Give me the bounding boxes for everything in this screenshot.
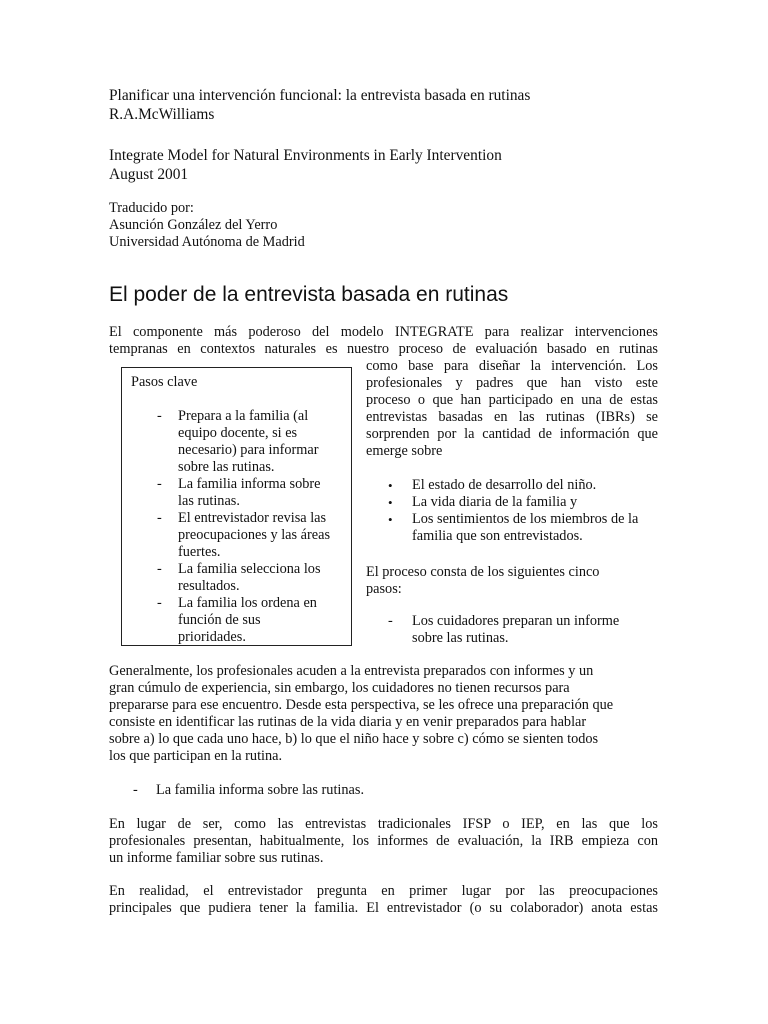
right-column-line: proceso o que han participado en una de estas [366,392,658,408]
key-steps-title: Pasos clave [131,374,198,390]
paragraph-preparation [109,663,658,765]
dash-marker: - [388,613,393,629]
paragraph-line: En lugar de ser, como las entrevistas tradicionales IFSP o IEP, en las que los [109,816,658,832]
dash-marker: - [133,782,138,798]
bullet-text: El estado de desarrollo del niño. [412,477,597,493]
section-heading: El poder de la entrevista basada en rutinas [109,283,509,306]
paragraph-line: profesionales presentan, habitualmente, los informes de evaluación, la IRB empieza con [109,833,658,849]
step-1-line: sobre las rutinas. [412,630,509,646]
bullet-marker: • [388,495,393,510]
key-step-text: fuertes. [178,544,221,560]
dash-marker: - [157,510,162,526]
paragraph-line: prepararse para ese encuentro. Desde esta perspectiva, se les ofrece una preparación que [109,697,614,713]
intro-paragraph [109,324,658,358]
key-step-text: función de sus [178,612,261,628]
key-step-text: preocupaciones y las áreas [178,527,331,543]
key-steps-list [122,408,358,646]
right-column-line: profesionales y padres que han visto este [366,375,658,391]
paragraph-line: consiste en identificar las rutinas de la vida diaria y en venir preparados para hablar [109,714,587,730]
dash-marker: - [157,595,162,611]
bullet-text: La vida diaria de la familia y [412,494,578,510]
right-column-line: sorprenden por la cantidad de información que [366,426,658,442]
paragraph-line: sobre a) lo que cada uno hace, b) lo que el niño hace y sobre c) cómo se sienten todos [109,731,599,747]
bullet-list [366,477,666,545]
translator-institution: Universidad Autónoma de Madrid [109,234,305,250]
right-column-paragraph [366,358,658,460]
document-title: Planificar una intervención funcional: la entrevista basada en rutinas [109,87,531,104]
key-step-item [122,595,358,646]
step-1 [412,613,672,647]
key-step-item [122,510,358,561]
key-step-text: sobre las rutinas. [178,459,275,475]
dash-marker: - [157,561,162,577]
paragraph-line: gran cúmulo de experiencia, sin embargo, los cuidadores no tienen recursos para [109,680,570,696]
translator-name: Asunción González del Yerro [109,217,278,233]
key-step-item [122,476,358,510]
key-step-text: La familia selecciona los [178,561,321,577]
paragraph-line: En realidad, el entrevistador pregunta en primer lugar por las preocupaciones [109,883,658,899]
translated-by-label: Traducido por: [109,200,194,216]
paragraph-line: principales que pudiera tener la familia. El entrevistador (o su colaborador) anota estas [109,900,658,916]
bullet-text: familia que son entrevistados. [412,528,583,544]
dash-marker: - [157,408,162,424]
right-column-line: entrevistas basadas en las rutinas (IBRs) se [366,409,658,425]
key-step-text: resultados. [178,578,240,594]
document-author: R.A.McWilliams [109,106,215,123]
paragraph-line: los que participan en la rutina. [109,748,283,764]
key-step-text: La familia los ordena en [178,595,317,611]
step-1-line: Los cuidadores preparan un informe [412,613,620,629]
bullet-marker: • [388,512,393,527]
key-step-text: las rutinas. [178,493,240,509]
paragraph-concerns [109,883,658,917]
bullet-text: Los sentimientos de los miembros de la [412,511,639,527]
key-step-text: necesario) para informar [178,442,319,458]
dash-marker: - [157,476,162,492]
key-step-text: prioridades. [178,629,246,645]
paragraph-line: un informe familiar sobre sus rutinas. [109,850,324,866]
process-line: El proceso consta de los siguientes cinco [366,564,600,580]
bullet-marker: • [388,478,393,493]
paragraph-ibr [109,816,658,867]
key-step-text: El entrevistador revisa las [178,510,327,526]
key-step-text: Prepara a la familia (al [178,408,309,424]
source-title: Integrate Model for Natural Environments in Early Intervention [109,147,502,164]
bullet-item [366,494,666,511]
right-column-line: emerge sobre [366,443,443,459]
process-intro [366,564,658,598]
key-step-text: equipo docente, si es [178,425,298,441]
intro-line-1: El componente más poderoso del modelo INTEGRATE para realizar intervenciones [109,324,658,340]
intro-line-2: tempranas en contextos naturales es nuestro proceso de evaluación basado en rutinas [109,341,658,357]
right-column-line: como base para diseñar la intervención. Los [366,358,658,374]
source-date: August 2001 [109,166,189,183]
bullet-item [366,511,666,545]
key-steps-box [121,367,352,646]
key-step-item [122,408,358,476]
step-2: La familia informa sobre las rutinas. [156,782,365,798]
paragraph-line: Generalmente, los profesionales acuden a la entrevista preparados con informes y un [109,663,594,679]
key-step-text: La familia informa sobre [178,476,321,492]
process-line: pasos: [366,581,402,597]
bullet-item [366,477,666,494]
key-step-item [122,561,358,595]
